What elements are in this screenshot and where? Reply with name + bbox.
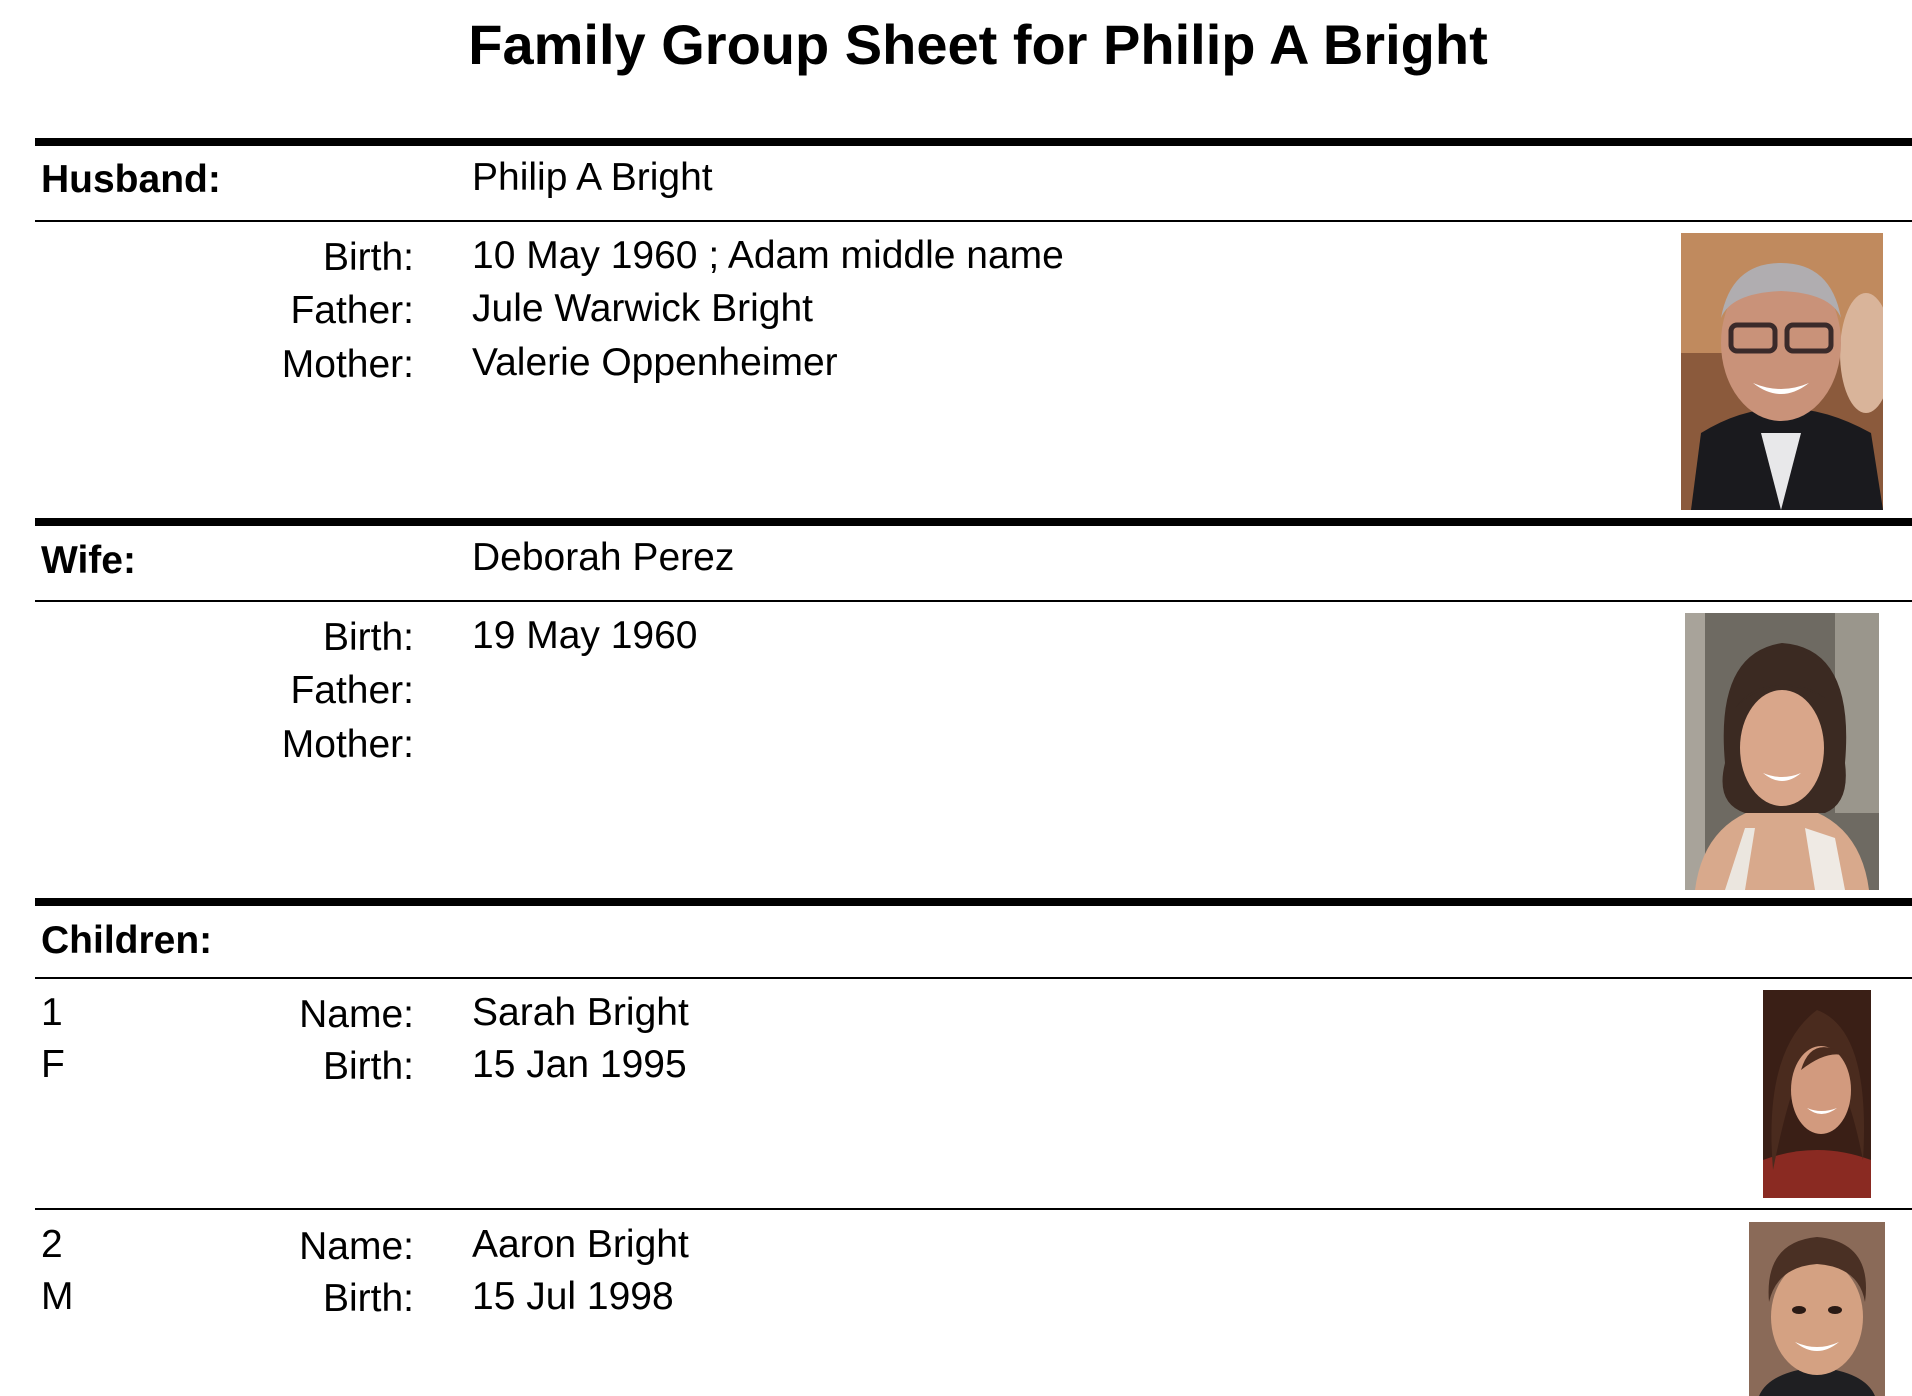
child-number: 1 — [41, 991, 63, 1034]
child-photo — [1763, 990, 1871, 1198]
wife-name: Deborah Perez — [472, 536, 735, 579]
child-name-value: Aaron Bright — [472, 1223, 689, 1266]
wife-birth-label: Birth: — [322, 616, 414, 659]
section-divider — [35, 138, 1912, 146]
row-divider — [35, 600, 1912, 602]
husband-heading: Husband: — [41, 158, 221, 201]
child-photo — [1749, 1222, 1885, 1396]
child-birth-value: 15 Jul 1998 — [472, 1275, 674, 1318]
row-divider — [35, 1208, 1912, 1210]
husband-mother-value: Valerie Oppenheimer — [472, 341, 838, 384]
row-divider — [35, 220, 1912, 222]
page-title: Family Group Sheet for Philip A Bright — [468, 13, 1488, 76]
husband-birth-label: Birth: — [322, 236, 414, 279]
child-sex: F — [41, 1043, 65, 1086]
child-name-label: Name: — [299, 993, 414, 1036]
child-birth-label: Birth: — [322, 1277, 414, 1320]
section-divider — [35, 898, 1912, 906]
child-number: 2 — [41, 1223, 63, 1266]
child-birth-label: Birth: — [322, 1045, 414, 1088]
husband-birth-value: 10 May 1960 ; Adam middle name — [472, 234, 1064, 277]
child-birth-value: 15 Jan 1995 — [472, 1043, 687, 1086]
child-sex: M — [41, 1275, 74, 1318]
children-heading: Children: — [41, 919, 213, 962]
wife-photo — [1685, 613, 1879, 890]
husband-photo — [1681, 233, 1883, 510]
wife-father-label: Father: — [290, 669, 414, 712]
wife-heading: Wife: — [41, 539, 136, 582]
wife-birth-value: 19 May 1960 — [472, 614, 698, 657]
husband-name: Philip A Bright — [472, 156, 713, 199]
husband-mother-label: Mother: — [281, 343, 414, 386]
section-divider — [35, 518, 1912, 526]
wife-mother-label: Mother: — [281, 723, 414, 766]
child-name-value: Sarah Bright — [472, 991, 689, 1034]
child-name-label: Name: — [299, 1225, 414, 1268]
row-divider — [35, 977, 1912, 979]
husband-father-value: Jule Warwick Bright — [472, 287, 813, 330]
husband-father-label: Father: — [290, 289, 414, 332]
